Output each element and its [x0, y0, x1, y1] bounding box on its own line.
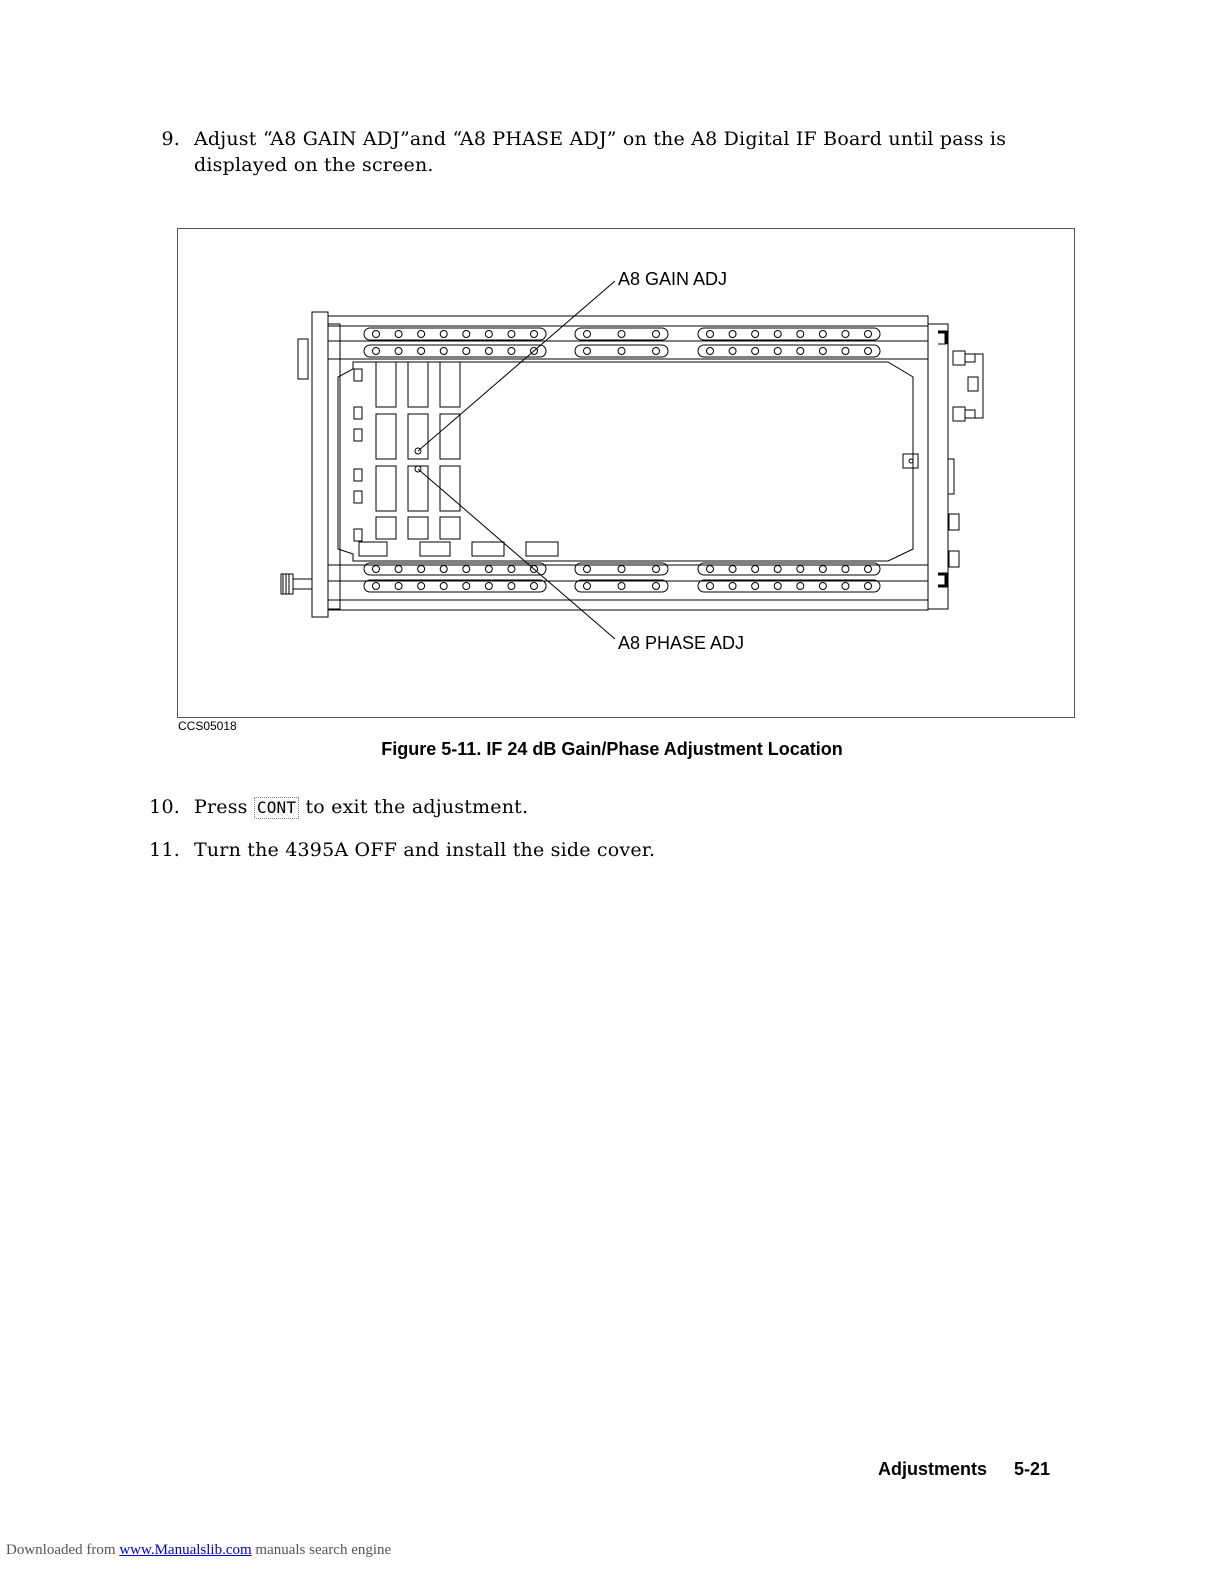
- phase-leader-line: [418, 469, 615, 639]
- rail-hole: [418, 331, 425, 338]
- rail-hole: [842, 331, 849, 338]
- rail-hole: [819, 331, 826, 338]
- rail-hole: [819, 583, 826, 590]
- rail-hole: [373, 348, 380, 355]
- rail-hole: [531, 583, 538, 590]
- rail-hole: [865, 348, 872, 355]
- rail-hole: [373, 331, 380, 338]
- rail-hole: [395, 583, 402, 590]
- rail-hole: [797, 566, 804, 573]
- rail-hole: [842, 348, 849, 355]
- rail-hole: [395, 566, 402, 573]
- rail-hole: [707, 566, 714, 573]
- footer-section-title: Adjustments: [878, 1459, 988, 1479]
- footer-page-number: 5-21: [1014, 1459, 1051, 1479]
- rail-hole: [774, 331, 781, 338]
- rail-hole: [707, 331, 714, 338]
- rail-hole: [584, 331, 591, 338]
- rail-hole: [752, 348, 759, 355]
- rail-slot: [364, 328, 546, 340]
- rail-slot: [698, 580, 880, 592]
- rail-hole: [774, 348, 781, 355]
- rail-hole: [653, 348, 660, 355]
- download-prefix: Downloaded from: [6, 1542, 116, 1558]
- step-9: [0, 126, 1224, 186]
- rail-hole: [797, 348, 804, 355]
- rail-hole: [440, 331, 447, 338]
- rail-hole: [618, 583, 625, 590]
- rail-hole: [865, 331, 872, 338]
- gain-leader-line: [418, 281, 615, 451]
- rail-hole: [774, 583, 781, 590]
- step-number: 9.: [161, 128, 180, 150]
- rail-hole: [508, 583, 515, 590]
- rail-slot: [575, 345, 668, 357]
- rail-hole: [463, 348, 470, 355]
- figure-frame: [177, 228, 1075, 718]
- rail-hole: [797, 331, 804, 338]
- rail-hole: [618, 331, 625, 338]
- rail-hole: [842, 566, 849, 573]
- rail-hole: [485, 566, 492, 573]
- download-notice: [6, 1542, 391, 1559]
- rail-hole: [440, 583, 447, 590]
- rail-hole: [707, 348, 714, 355]
- rail-hole: [463, 331, 470, 338]
- rail-hole: [752, 566, 759, 573]
- rail-hole: [797, 583, 804, 590]
- rail-hole: [395, 348, 402, 355]
- step-text-before: Press: [194, 796, 248, 818]
- rail-hole: [508, 331, 515, 338]
- rail-hole: [531, 331, 538, 338]
- rail-hole: [395, 331, 402, 338]
- rail-hole: [373, 566, 380, 573]
- rail-hole: [485, 348, 492, 355]
- step-text-line-2: displayed on the screen.: [194, 154, 434, 176]
- rail-hole: [819, 348, 826, 355]
- rail-hole: [418, 348, 425, 355]
- rail-hole: [729, 583, 736, 590]
- figure-caption: Figure 5-11. IF 24 dB Gain/Phase Adjustment Location: [381, 739, 843, 759]
- rail-hole: [707, 583, 714, 590]
- rail-hole: [729, 348, 736, 355]
- rail-hole: [865, 583, 872, 590]
- rail-hole: [418, 566, 425, 573]
- step-11: [0, 837, 1224, 865]
- step-text: Turn the 4395A OFF and install the side cover.: [194, 839, 656, 861]
- front-panel: [312, 312, 328, 617]
- rail-hole: [440, 566, 447, 573]
- step-text: [194, 794, 528, 820]
- rail-hole: [752, 331, 759, 338]
- rail-slot: [698, 328, 880, 340]
- rail-hole: [618, 348, 625, 355]
- rail-hole: [373, 583, 380, 590]
- rail-hole: [752, 583, 759, 590]
- rail-slot: [575, 580, 668, 592]
- rail-hole: [485, 331, 492, 338]
- rail-hole: [842, 583, 849, 590]
- manualslib-link[interactable]: www.Manualslib.com: [119, 1542, 252, 1558]
- rail-hole: [653, 583, 660, 590]
- rail-hole: [653, 331, 660, 338]
- step-number: 10.: [149, 796, 180, 818]
- rail-slot: [364, 580, 546, 592]
- rail-hole: [584, 348, 591, 355]
- rail-hole: [508, 348, 515, 355]
- rail-hole: [584, 583, 591, 590]
- step-number: 11.: [149, 839, 180, 861]
- rail-hole: [819, 566, 826, 573]
- figure-code: CCS05018: [178, 719, 237, 733]
- rail-hole: [463, 583, 470, 590]
- rail-hole: [653, 566, 660, 573]
- rail-hole: [485, 583, 492, 590]
- rail-hole: [729, 566, 736, 573]
- rail-hole: [440, 348, 447, 355]
- phase-adj-label: A8 PHASE ADJ: [618, 633, 745, 653]
- rail-hole: [584, 566, 591, 573]
- cont-key: CONT: [254, 797, 299, 819]
- rail-hole: [418, 583, 425, 590]
- rail-hole: [618, 566, 625, 573]
- rail-hole: [865, 566, 872, 573]
- rail-hole: [729, 331, 736, 338]
- chassis-outline: [328, 316, 928, 610]
- step-10: [0, 794, 1224, 822]
- step-text-line-1: Adjust “A8 GAIN ADJ”and “A8 PHASE ADJ” on the A8 Digital IF Board until pass is: [194, 128, 1007, 150]
- step-text-after: to exit the adjustment.: [305, 796, 529, 818]
- rail-slot: [698, 345, 880, 357]
- rail-hole: [463, 566, 470, 573]
- download-suffix: manuals search engine: [255, 1542, 392, 1558]
- rail-hole: [774, 566, 781, 573]
- rail-hole: [508, 566, 515, 573]
- gain-adj-label: A8 GAIN ADJ: [618, 269, 728, 289]
- rail-slot: [575, 328, 668, 340]
- rail-slot: [364, 345, 546, 357]
